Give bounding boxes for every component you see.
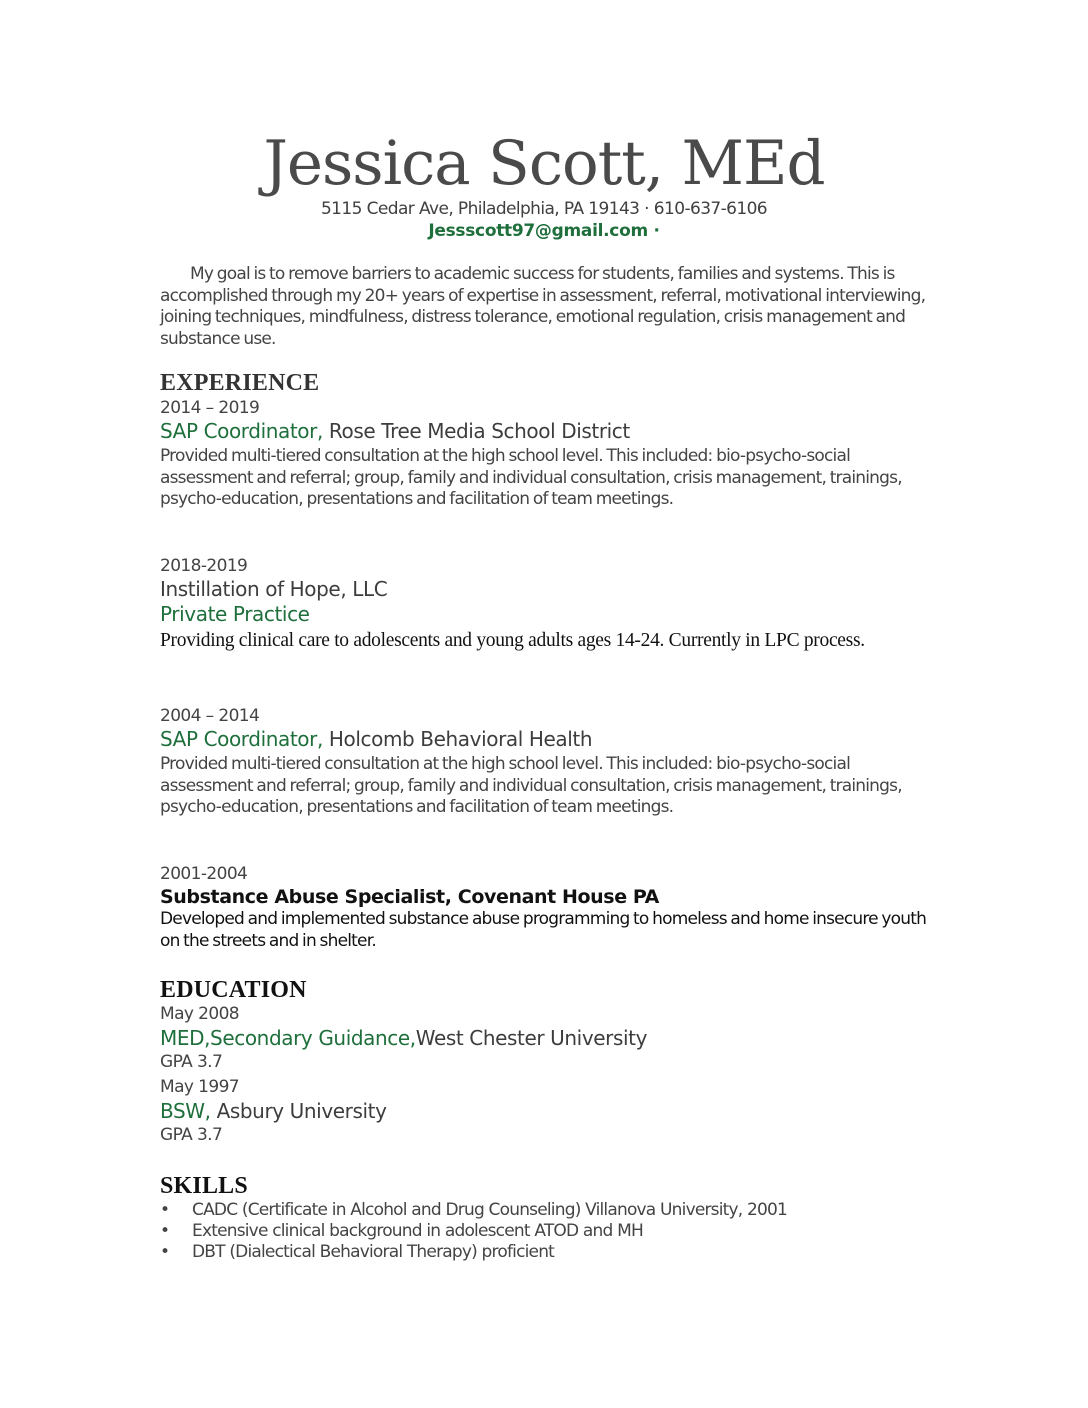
skill-item: [160, 1221, 930, 1242]
skill-item: [160, 1242, 930, 1263]
job-org: Holcomb Behavioral Health: [322, 727, 593, 751]
job-2: [160, 556, 930, 655]
job-org: Instillation of Hope, LLC: [160, 577, 388, 601]
bullet-icon: •: [160, 1242, 170, 1262]
job-description: Developed and implemented substance abuse programming to homeless and home insecure youth on the streets and in shelter.: [160, 909, 927, 951]
skill-text: CADC (Certificate in Alcohol and Drug Counseling) Villanova University, 2001: [192, 1200, 788, 1220]
job-title: [160, 419, 930, 443]
job-description: Provided multi-tiered consultation at the high school level. This included: bio-psycho-social assessment and referral; group, family and individual consultation, crisis management, trainings, psycho-education, presentations and facilitation of team meetings.: [160, 754, 902, 817]
job-role: SAP Coordinator,: [160, 727, 323, 751]
job-dates: 2001-2004: [160, 864, 248, 884]
email-link[interactable]: Jessscott97@gmail.com ·: [428, 221, 660, 241]
job-description: Providing clinical care to adolescents and young adults ages 14-24. Currently in LPC process.: [160, 630, 865, 651]
education-heading: EDUCATION: [160, 977, 307, 1003]
education-title: [160, 1099, 930, 1123]
candidate-name: Jessica Scott, MEd: [263, 128, 825, 199]
education-date: May 1997: [160, 1077, 240, 1097]
education-gpa: GPA 3.7: [160, 1125, 223, 1145]
skills-list: [160, 1200, 930, 1263]
education-degree: BSW,: [160, 1099, 211, 1123]
education-entry-2: [160, 1077, 930, 1145]
education-school: West Chester University: [415, 1026, 648, 1050]
job-3: [160, 706, 930, 819]
job-dates: 2018-2019: [160, 556, 248, 576]
skills-heading: SKILLS: [160, 1173, 248, 1199]
experience-heading: EXPERIENCE: [160, 370, 320, 396]
skill-text: DBT (Dialectical Behavioral Therapy) proficient: [192, 1242, 555, 1262]
job-title: [160, 727, 930, 751]
education-date: May 2008: [160, 1004, 240, 1024]
job-org: Rose Tree Media School District: [322, 419, 630, 443]
skill-item: [160, 1200, 930, 1221]
job-role: SAP Coordinator,: [160, 419, 323, 443]
bullet-icon: •: [160, 1221, 170, 1241]
job-dates: 2014 – 2019: [160, 398, 260, 418]
job-4: [160, 864, 930, 952]
education-degree: MED,Secondary Guidance,: [160, 1026, 416, 1050]
education-title: [160, 1026, 930, 1050]
job-role: Private Practice: [160, 602, 310, 626]
job-description: Provided multi-tiered consultation at the high school level. This included: bio-psycho-social assessment and referral; group, family and individual consultation, crisis management, trainings, psycho-education, presentations and facilitation of team meetings.: [160, 446, 902, 509]
education-entry-1: [160, 1004, 930, 1072]
skill-text: Extensive clinical background in adolescent ATOD and MH: [192, 1221, 643, 1241]
job-dates: 2004 – 2014: [160, 706, 260, 726]
contact-line: 5115 Cedar Ave, Philadelphia, PA 19143 · 610-637-6106: [320, 199, 768, 219]
job-title: Substance Abuse Specialist, Covenant House PA: [160, 886, 659, 908]
bullet-icon: •: [160, 1200, 170, 1220]
summary: My goal is to remove barriers to academic success for students, families and systems. This is accomplished through my 20+ years of expertise in assessment, referral, motivational interviewing, joining techniques, mindfulness, distress tolerance, emotional regulation, crisis management and substance use.: [160, 264, 926, 349]
job-1: [160, 398, 930, 511]
education-gpa: GPA 3.7: [160, 1052, 223, 1072]
education-school: Asbury University: [210, 1099, 387, 1123]
